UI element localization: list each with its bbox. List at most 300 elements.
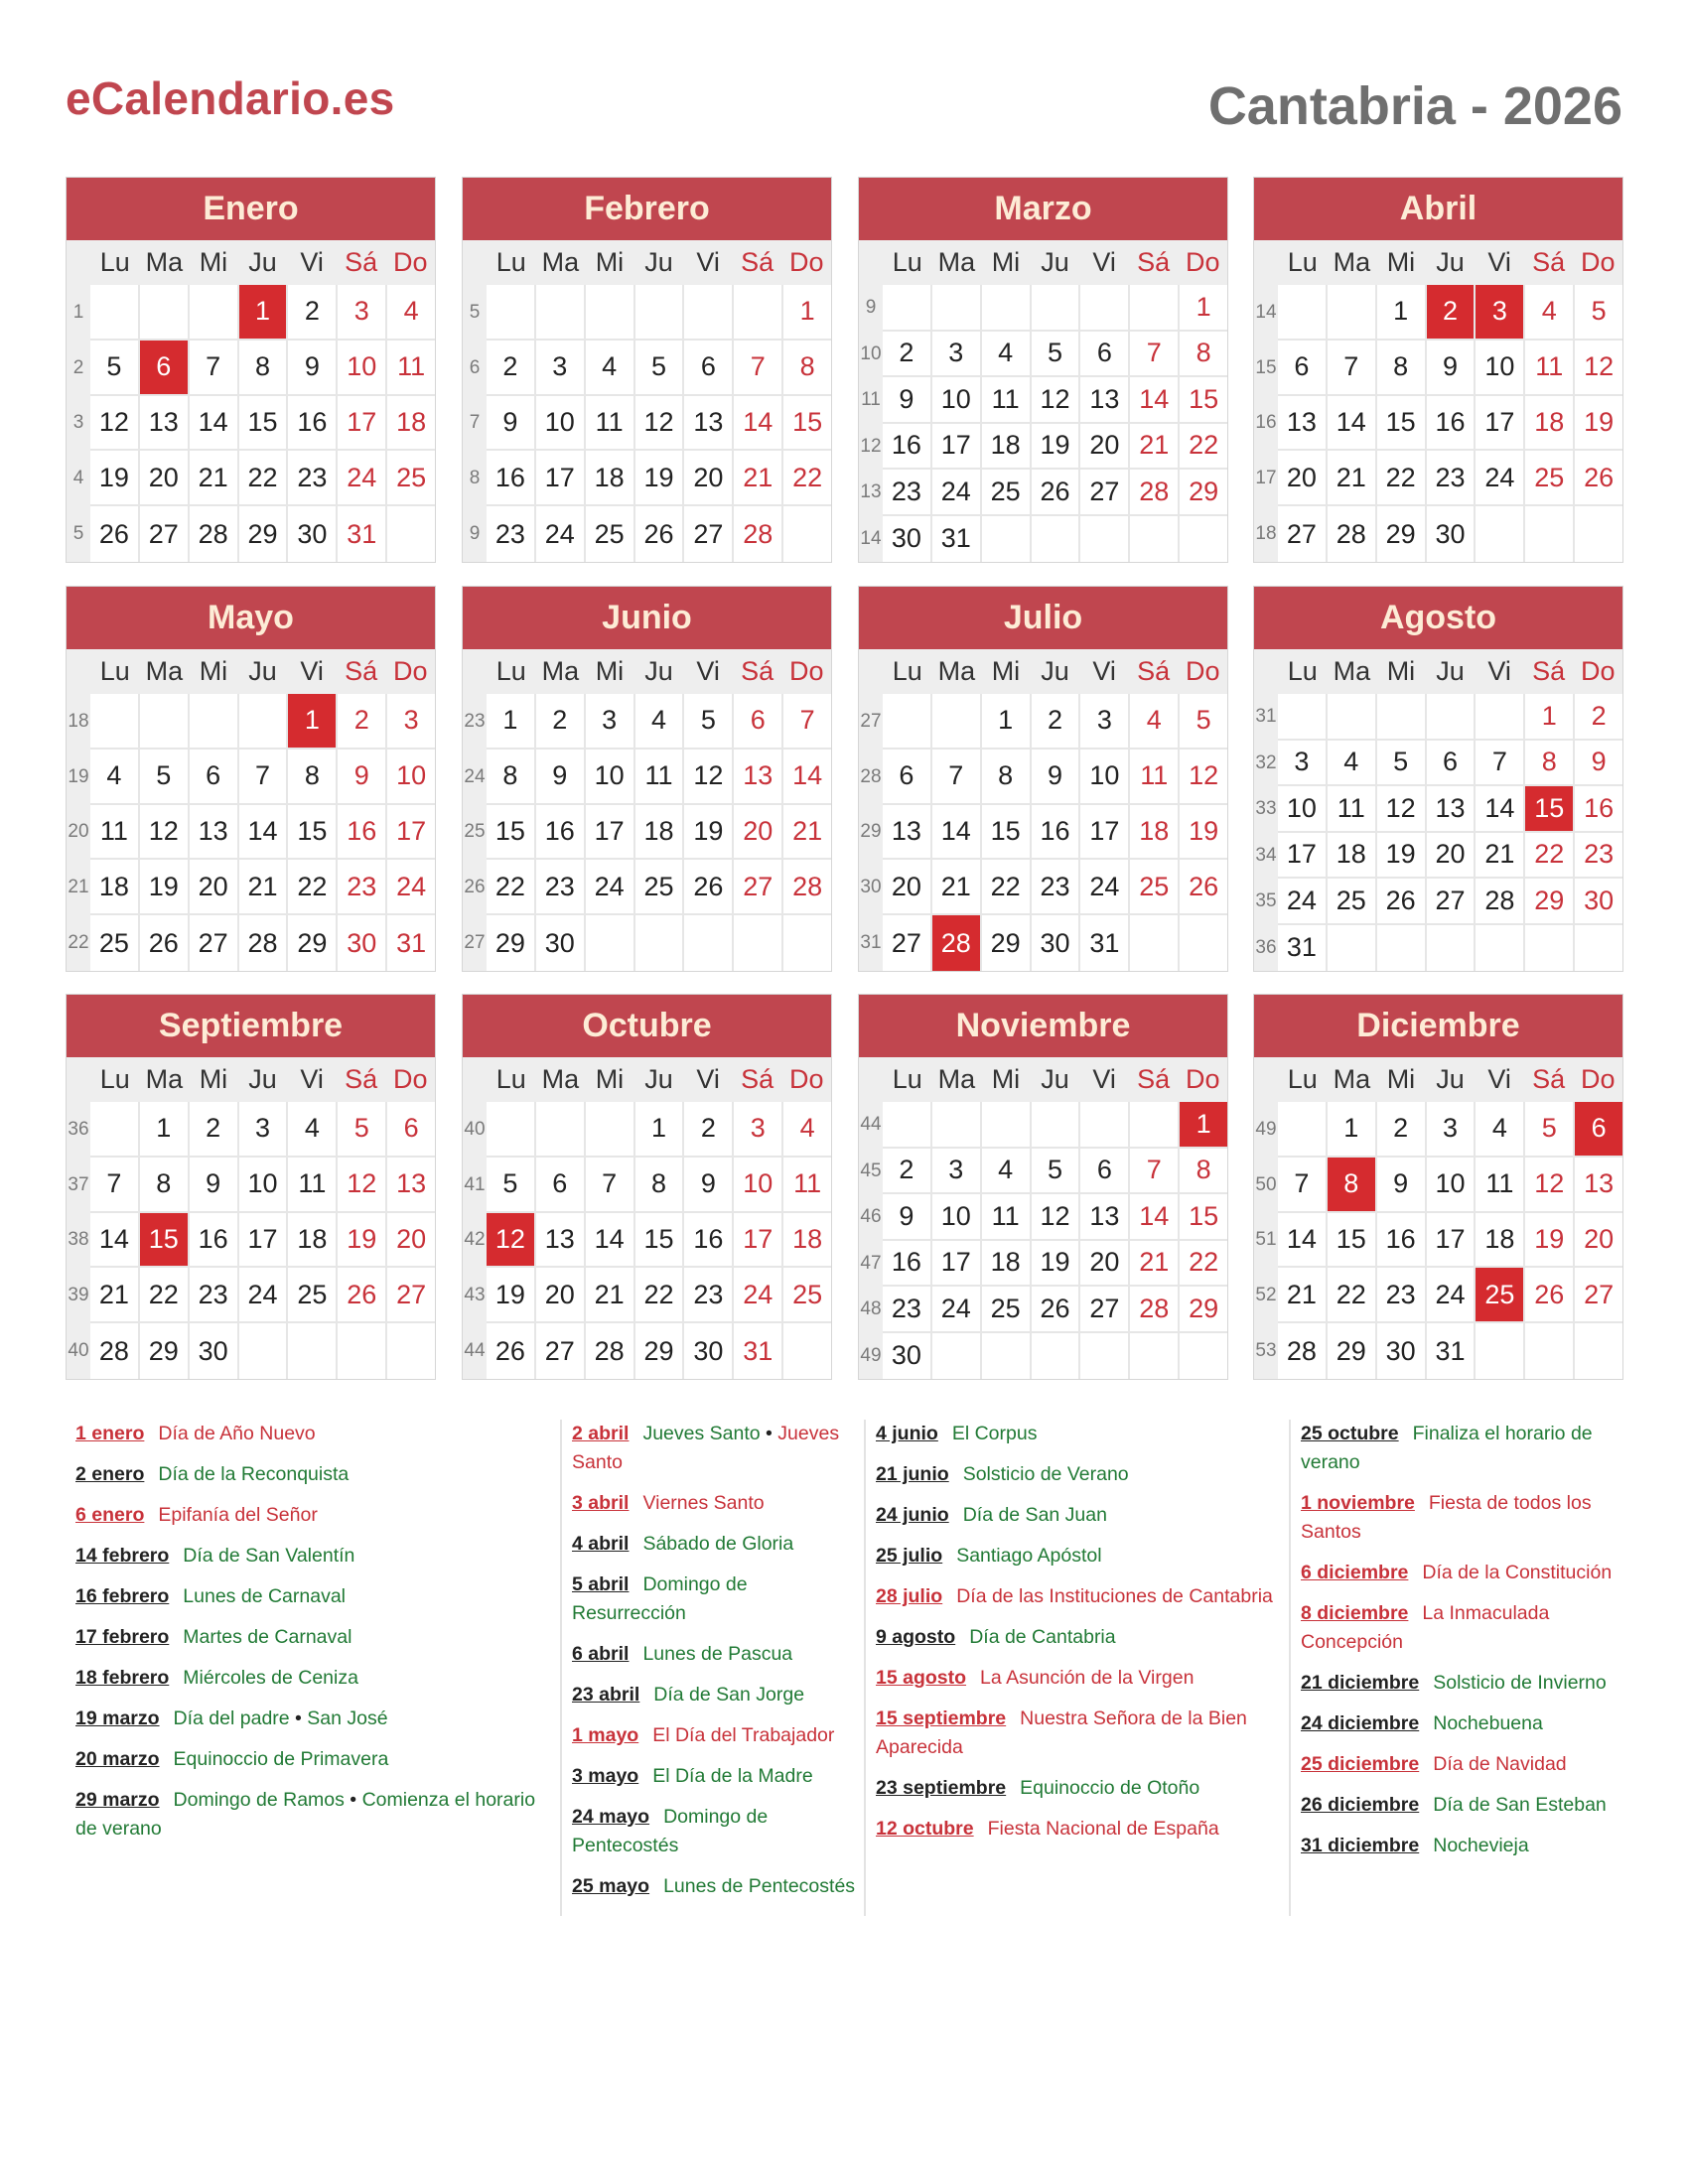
day-cell[interactable]: 19 <box>1377 833 1427 880</box>
holiday-date[interactable]: 15 agosto <box>876 1667 967 1689</box>
day-cell[interactable]: 18 <box>288 1213 338 1269</box>
day-cell[interactable]: 20 <box>1278 451 1328 506</box>
day-cell[interactable]: 11 <box>1328 786 1377 833</box>
day-cell[interactable]: 22 <box>140 1268 190 1323</box>
day-cell[interactable]: 12 <box>1525 1158 1575 1213</box>
day-cell[interactable]: 22 <box>1377 451 1427 506</box>
day-cell[interactable]: 31 <box>338 506 387 562</box>
day-cell[interactable]: 14 <box>190 396 239 452</box>
day-cell[interactable]: 24 <box>239 1268 289 1323</box>
day-cell[interactable]: 14 <box>90 1213 140 1269</box>
day-cell[interactable]: 19 <box>1032 424 1081 471</box>
day-cell[interactable]: 3 <box>338 285 387 341</box>
holiday-date[interactable]: 31 diciembre <box>1301 1835 1420 1856</box>
day-cell[interactable]: 5 <box>1032 332 1081 378</box>
day-cell[interactable]: 21 <box>1130 424 1180 471</box>
day-cell[interactable]: 22 <box>1180 1241 1227 1288</box>
day-cell[interactable]: 21 <box>190 451 239 506</box>
day-cell[interactable]: 2 <box>883 332 932 378</box>
holiday-day-cell[interactable]: 12 <box>487 1213 536 1269</box>
day-cell[interactable]: 12 <box>90 396 140 452</box>
holiday-date[interactable]: 3 mayo <box>572 1765 639 1787</box>
holiday-date[interactable]: 28 julio <box>876 1585 943 1607</box>
day-cell[interactable]: 24 <box>586 860 635 915</box>
day-cell[interactable]: 31 <box>1278 925 1328 972</box>
day-cell[interactable]: 14 <box>783 750 831 805</box>
day-cell[interactable]: 20 <box>883 860 932 915</box>
day-cell[interactable]: 18 <box>387 396 435 452</box>
day-cell[interactable]: 26 <box>90 506 140 562</box>
day-cell[interactable]: 20 <box>1080 1241 1130 1288</box>
day-cell[interactable]: 30 <box>190 1323 239 1379</box>
day-cell[interactable]: 5 <box>338 1102 387 1158</box>
day-cell[interactable]: 24 <box>536 506 586 562</box>
day-cell[interactable]: 1 <box>982 694 1032 750</box>
day-cell[interactable]: 1 <box>1377 285 1427 341</box>
holiday-date[interactable]: 25 diciembre <box>1301 1753 1420 1775</box>
day-cell[interactable]: 12 <box>1377 786 1427 833</box>
day-cell[interactable]: 18 <box>1130 805 1180 861</box>
day-cell[interactable]: 10 <box>932 1194 982 1241</box>
day-cell[interactable]: 25 <box>1328 879 1377 925</box>
day-cell[interactable]: 9 <box>338 750 387 805</box>
day-cell[interactable]: 27 <box>883 915 932 971</box>
day-cell[interactable]: 15 <box>783 396 831 452</box>
day-cell[interactable]: 6 <box>1080 1149 1130 1195</box>
day-cell[interactable]: 10 <box>536 396 586 452</box>
day-cell[interactable]: 28 <box>239 915 289 971</box>
day-cell[interactable]: 28 <box>1130 470 1180 516</box>
day-cell[interactable]: 9 <box>536 750 586 805</box>
holiday-day-cell[interactable]: 1 <box>1180 1102 1227 1149</box>
day-cell[interactable]: 20 <box>190 860 239 915</box>
day-cell[interactable]: 26 <box>1525 1268 1575 1323</box>
holiday-date[interactable]: 1 enero <box>75 1423 145 1444</box>
day-cell[interactable]: 15 <box>1328 1213 1377 1269</box>
day-cell[interactable]: 4 <box>1328 741 1377 787</box>
day-cell[interactable]: 21 <box>586 1268 635 1323</box>
day-cell[interactable]: 2 <box>190 1102 239 1158</box>
day-cell[interactable]: 7 <box>1328 341 1377 396</box>
day-cell[interactable]: 12 <box>635 396 685 452</box>
day-cell[interactable]: 29 <box>288 915 338 971</box>
day-cell[interactable]: 15 <box>982 805 1032 861</box>
day-cell[interactable]: 14 <box>1130 1194 1180 1241</box>
day-cell[interactable]: 26 <box>1575 451 1622 506</box>
day-cell[interactable]: 1 <box>783 285 831 341</box>
day-cell[interactable]: 7 <box>734 341 783 396</box>
day-cell[interactable]: 27 <box>734 860 783 915</box>
day-cell[interactable]: 26 <box>635 506 685 562</box>
day-cell[interactable]: 28 <box>1130 1287 1180 1333</box>
day-cell[interactable]: 21 <box>932 860 982 915</box>
day-cell[interactable]: 3 <box>387 694 435 750</box>
day-cell[interactable]: 7 <box>932 750 982 805</box>
day-cell[interactable]: 14 <box>1328 396 1377 452</box>
day-cell[interactable]: 22 <box>1180 424 1227 471</box>
day-cell[interactable]: 13 <box>387 1158 435 1213</box>
day-cell[interactable]: 23 <box>883 1287 932 1333</box>
day-cell[interactable]: 1 <box>635 1102 685 1158</box>
day-cell[interactable]: 20 <box>1427 833 1477 880</box>
day-cell[interactable]: 3 <box>932 1149 982 1195</box>
day-cell[interactable]: 30 <box>1377 1323 1427 1379</box>
day-cell[interactable]: 23 <box>1427 451 1477 506</box>
day-cell[interactable]: 22 <box>1525 833 1575 880</box>
holiday-date[interactable]: 25 julio <box>876 1545 943 1567</box>
day-cell[interactable]: 22 <box>1328 1268 1377 1323</box>
day-cell[interactable]: 23 <box>536 860 586 915</box>
day-cell[interactable]: 17 <box>1278 833 1328 880</box>
day-cell[interactable]: 14 <box>239 805 289 861</box>
day-cell[interactable]: 10 <box>1278 786 1328 833</box>
day-cell[interactable]: 21 <box>239 860 289 915</box>
day-cell[interactable]: 22 <box>239 451 289 506</box>
day-cell[interactable]: 12 <box>1032 377 1081 424</box>
day-cell[interactable]: 1 <box>1328 1102 1377 1158</box>
day-cell[interactable]: 23 <box>1032 860 1081 915</box>
day-cell[interactable]: 19 <box>1575 396 1622 452</box>
holiday-day-cell[interactable]: 6 <box>140 341 190 396</box>
day-cell[interactable]: 20 <box>387 1213 435 1269</box>
day-cell[interactable]: 22 <box>783 451 831 506</box>
day-cell[interactable]: 5 <box>90 341 140 396</box>
holiday-date[interactable]: 1 mayo <box>572 1724 639 1746</box>
day-cell[interactable]: 24 <box>1476 451 1525 506</box>
day-cell[interactable]: 9 <box>190 1158 239 1213</box>
day-cell[interactable]: 24 <box>387 860 435 915</box>
day-cell[interactable]: 5 <box>1377 741 1427 787</box>
day-cell[interactable]: 6 <box>1427 741 1477 787</box>
day-cell[interactable]: 20 <box>684 451 734 506</box>
day-cell[interactable]: 13 <box>1575 1158 1622 1213</box>
day-cell[interactable]: 6 <box>536 1158 586 1213</box>
day-cell[interactable]: 1 <box>140 1102 190 1158</box>
day-cell[interactable]: 17 <box>387 805 435 861</box>
day-cell[interactable]: 5 <box>1525 1102 1575 1158</box>
day-cell[interactable]: 9 <box>1032 750 1081 805</box>
day-cell[interactable]: 12 <box>1575 341 1622 396</box>
day-cell[interactable]: 25 <box>1130 860 1180 915</box>
day-cell[interactable]: 14 <box>1130 377 1180 424</box>
day-cell[interactable]: 25 <box>90 915 140 971</box>
day-cell[interactable]: 9 <box>684 1158 734 1213</box>
day-cell[interactable]: 27 <box>140 506 190 562</box>
day-cell[interactable]: 12 <box>1032 1194 1081 1241</box>
holiday-day-cell[interactable]: 1 <box>239 285 289 341</box>
day-cell[interactable]: 22 <box>288 860 338 915</box>
day-cell[interactable]: 20 <box>140 451 190 506</box>
day-cell[interactable]: 30 <box>536 915 586 971</box>
day-cell[interactable]: 9 <box>1427 341 1477 396</box>
day-cell[interactable]: 23 <box>883 470 932 516</box>
day-cell[interactable]: 16 <box>883 1241 932 1288</box>
day-cell[interactable]: 30 <box>883 1333 932 1380</box>
day-cell[interactable]: 11 <box>982 377 1032 424</box>
day-cell[interactable]: 28 <box>783 860 831 915</box>
day-cell[interactable]: 2 <box>1377 1102 1427 1158</box>
holiday-date[interactable]: 24 junio <box>876 1504 949 1526</box>
day-cell[interactable]: 6 <box>684 341 734 396</box>
day-cell[interactable]: 4 <box>586 341 635 396</box>
day-cell[interactable]: 18 <box>635 805 685 861</box>
holiday-date[interactable]: 8 diciembre <box>1301 1602 1409 1624</box>
day-cell[interactable]: 16 <box>684 1213 734 1269</box>
day-cell[interactable]: 19 <box>90 451 140 506</box>
day-cell[interactable]: 4 <box>635 694 685 750</box>
day-cell[interactable]: 9 <box>288 341 338 396</box>
holiday-day-cell[interactable]: 1 <box>288 694 338 750</box>
day-cell[interactable]: 4 <box>387 285 435 341</box>
day-cell[interactable]: 3 <box>586 694 635 750</box>
holiday-date[interactable]: 4 junio <box>876 1423 938 1444</box>
day-cell[interactable]: 4 <box>288 1102 338 1158</box>
day-cell[interactable]: 18 <box>90 860 140 915</box>
holiday-day-cell[interactable]: 2 <box>1427 285 1477 341</box>
day-cell[interactable]: 28 <box>586 1323 635 1379</box>
day-cell[interactable]: 30 <box>338 915 387 971</box>
day-cell[interactable]: 11 <box>1525 341 1575 396</box>
day-cell[interactable]: 15 <box>635 1213 685 1269</box>
day-cell[interactable]: 4 <box>1476 1102 1525 1158</box>
day-cell[interactable]: 4 <box>90 750 140 805</box>
day-cell[interactable]: 5 <box>1575 285 1622 341</box>
day-cell[interactable]: 14 <box>734 396 783 452</box>
day-cell[interactable]: 6 <box>190 750 239 805</box>
day-cell[interactable]: 14 <box>932 805 982 861</box>
day-cell[interactable]: 29 <box>1377 506 1427 562</box>
day-cell[interactable]: 15 <box>487 805 536 861</box>
day-cell[interactable]: 22 <box>635 1268 685 1323</box>
day-cell[interactable]: 6 <box>883 750 932 805</box>
holiday-day-cell[interactable]: 8 <box>1328 1158 1377 1213</box>
day-cell[interactable]: 17 <box>1476 396 1525 452</box>
day-cell[interactable]: 4 <box>1130 694 1180 750</box>
holiday-day-cell[interactable]: 25 <box>1476 1268 1525 1323</box>
day-cell[interactable]: 26 <box>1032 1287 1081 1333</box>
day-cell[interactable]: 4 <box>982 332 1032 378</box>
day-cell[interactable]: 18 <box>1525 396 1575 452</box>
day-cell[interactable]: 31 <box>1080 915 1130 971</box>
day-cell[interactable]: 25 <box>783 1268 831 1323</box>
day-cell[interactable]: 29 <box>1180 1287 1227 1333</box>
day-cell[interactable]: 16 <box>536 805 586 861</box>
day-cell[interactable]: 13 <box>140 396 190 452</box>
day-cell[interactable]: 8 <box>239 341 289 396</box>
day-cell[interactable]: 11 <box>635 750 685 805</box>
day-cell[interactable]: 17 <box>1427 1213 1477 1269</box>
day-cell[interactable]: 28 <box>734 506 783 562</box>
day-cell[interactable]: 9 <box>883 1194 932 1241</box>
day-cell[interactable]: 2 <box>1575 694 1622 741</box>
day-cell[interactable]: 25 <box>635 860 685 915</box>
day-cell[interactable]: 13 <box>1278 396 1328 452</box>
day-cell[interactable]: 24 <box>932 1287 982 1333</box>
day-cell[interactable]: 18 <box>783 1213 831 1269</box>
day-cell[interactable]: 10 <box>387 750 435 805</box>
day-cell[interactable]: 23 <box>1377 1268 1427 1323</box>
day-cell[interactable]: 31 <box>396 927 427 958</box>
holiday-date[interactable]: 5 abril <box>572 1573 630 1595</box>
holiday-date[interactable]: 18 febrero <box>75 1667 170 1689</box>
day-cell[interactable]: 23 <box>487 506 536 562</box>
holiday-date[interactable]: 20 marzo <box>75 1748 160 1770</box>
holiday-date[interactable]: 29 marzo <box>75 1789 160 1811</box>
day-cell[interactable]: 27 <box>1278 506 1328 562</box>
holiday-day-cell[interactable]: 28 <box>932 915 982 971</box>
holiday-date[interactable]: 24 mayo <box>572 1806 650 1828</box>
day-cell[interactable]: 30 <box>1032 915 1081 971</box>
day-cell[interactable]: 15 <box>239 396 289 452</box>
day-cell[interactable]: 3 <box>734 1102 783 1158</box>
day-cell[interactable]: 11 <box>783 1158 831 1213</box>
holiday-day-cell[interactable]: 6 <box>1575 1102 1622 1158</box>
holiday-date[interactable]: 17 febrero <box>75 1626 170 1648</box>
day-cell[interactable]: 8 <box>1180 1149 1227 1195</box>
day-cell[interactable]: 13 <box>190 805 239 861</box>
day-cell[interactable]: 10 <box>586 750 635 805</box>
holiday-date[interactable]: 9 agosto <box>876 1626 956 1648</box>
day-cell[interactable]: 11 <box>387 341 435 396</box>
day-cell[interactable]: 29 <box>1180 470 1227 516</box>
day-cell[interactable]: 8 <box>140 1158 190 1213</box>
day-cell[interactable]: 28 <box>190 506 239 562</box>
day-cell[interactable]: 29 <box>487 915 536 971</box>
day-cell[interactable]: 15 <box>1180 377 1227 424</box>
day-cell[interactable]: 29 <box>1525 879 1575 925</box>
holiday-date[interactable]: 25 octubre <box>1301 1423 1399 1444</box>
day-cell[interactable]: 25 <box>982 1287 1032 1333</box>
day-cell[interactable]: 2 <box>487 341 536 396</box>
day-cell[interactable]: 31 <box>1427 1323 1477 1379</box>
day-cell[interactable]: 24 <box>734 1268 783 1323</box>
day-cell[interactable]: 19 <box>1525 1213 1575 1269</box>
day-cell[interactable]: 5 <box>635 341 685 396</box>
day-cell[interactable]: 6 <box>734 694 783 750</box>
day-cell[interactable]: 16 <box>1377 1213 1427 1269</box>
day-cell[interactable]: 9 <box>883 377 932 424</box>
day-cell[interactable]: 16 <box>883 424 932 471</box>
day-cell[interactable]: 12 <box>684 750 734 805</box>
day-cell[interactable]: 27 <box>536 1323 586 1379</box>
holiday-date[interactable]: 4 abril <box>572 1533 630 1555</box>
day-cell[interactable]: 7 <box>1130 332 1180 378</box>
day-cell[interactable]: 29 <box>982 915 1032 971</box>
day-cell[interactable]: 13 <box>684 396 734 452</box>
holiday-date[interactable]: 2 enero <box>75 1463 145 1485</box>
day-cell[interactable]: 6 <box>1080 332 1130 378</box>
holiday-date[interactable]: 21 diciembre <box>1301 1672 1420 1694</box>
day-cell[interactable]: 21 <box>90 1268 140 1323</box>
day-cell[interactable]: 5 <box>487 1158 536 1213</box>
holiday-date[interactable]: 25 mayo <box>572 1875 650 1897</box>
day-cell[interactable]: 1 <box>1180 285 1227 332</box>
day-cell[interactable]: 16 <box>1032 805 1081 861</box>
day-cell[interactable]: 25 <box>586 506 635 562</box>
day-cell[interactable]: 14 <box>1278 1213 1328 1269</box>
day-cell[interactable]: 3 <box>932 332 982 378</box>
day-cell[interactable]: 10 <box>734 1158 783 1213</box>
day-cell[interactable]: 29 <box>239 506 289 562</box>
day-cell[interactable]: 30 <box>1575 879 1622 925</box>
day-cell[interactable]: 14 <box>1476 786 1525 833</box>
day-cell[interactable]: 21 <box>1130 1241 1180 1288</box>
holiday-date[interactable]: 19 marzo <box>75 1707 160 1729</box>
day-cell[interactable]: 15 <box>288 805 338 861</box>
holiday-date[interactable]: 2 abril <box>572 1423 630 1444</box>
day-cell[interactable]: 5 <box>140 750 190 805</box>
day-cell[interactable]: 26 <box>140 915 190 971</box>
day-cell[interactable]: 31 <box>932 516 982 563</box>
holiday-date[interactable]: 24 diciembre <box>1301 1712 1420 1734</box>
holiday-date[interactable]: 23 abril <box>572 1684 640 1706</box>
day-cell[interactable]: 26 <box>1032 470 1081 516</box>
day-cell[interactable]: 12 <box>140 805 190 861</box>
day-cell[interactable]: 7 <box>1476 741 1525 787</box>
holiday-date[interactable]: 6 abril <box>572 1643 630 1665</box>
day-cell[interactable]: 8 <box>982 750 1032 805</box>
day-cell[interactable]: 17 <box>536 451 586 506</box>
day-cell[interactable]: 11 <box>586 396 635 452</box>
day-cell[interactable]: 8 <box>1180 332 1227 378</box>
day-cell[interactable]: 28 <box>90 1323 140 1379</box>
day-cell[interactable]: 24 <box>1278 879 1328 925</box>
day-cell[interactable]: 23 <box>1575 833 1622 880</box>
day-cell[interactable]: 10 <box>932 377 982 424</box>
day-cell[interactable]: 21 <box>783 805 831 861</box>
day-cell[interactable]: 3 <box>1278 741 1328 787</box>
day-cell[interactable]: 19 <box>684 805 734 861</box>
day-cell[interactable]: 25 <box>387 451 435 506</box>
day-cell[interactable]: 7 <box>1130 1149 1180 1195</box>
day-cell[interactable]: 20 <box>536 1268 586 1323</box>
day-cell[interactable]: 20 <box>734 805 783 861</box>
day-cell[interactable]: 4 <box>1525 285 1575 341</box>
day-cell[interactable]: 23 <box>190 1268 239 1323</box>
day-cell[interactable]: 19 <box>338 1213 387 1269</box>
holiday-day-cell[interactable]: 15 <box>140 1213 190 1269</box>
day-cell[interactable]: 23 <box>288 451 338 506</box>
day-cell[interactable]: 26 <box>487 1323 536 1379</box>
day-cell[interactable]: 19 <box>487 1268 536 1323</box>
day-cell[interactable]: 13 <box>1427 786 1477 833</box>
day-cell[interactable]: 21 <box>1278 1268 1328 1323</box>
day-cell[interactable]: 19 <box>635 451 685 506</box>
day-cell[interactable]: 11 <box>1130 750 1180 805</box>
day-cell[interactable]: 28 <box>1328 506 1377 562</box>
day-cell[interactable]: 10 <box>239 1158 289 1213</box>
day-cell[interactable]: 8 <box>635 1158 685 1213</box>
day-cell[interactable]: 17 <box>932 1241 982 1288</box>
holiday-date[interactable]: 3 abril <box>572 1492 630 1514</box>
holiday-date[interactable]: 21 junio <box>876 1463 949 1485</box>
day-cell[interactable]: 8 <box>487 750 536 805</box>
day-cell[interactable]: 30 <box>288 506 338 562</box>
holiday-date[interactable]: 23 septiembre <box>876 1777 1007 1799</box>
day-cell[interactable]: 24 <box>338 451 387 506</box>
day-cell[interactable]: 29 <box>635 1323 685 1379</box>
holiday-date[interactable]: 14 febrero <box>75 1545 170 1567</box>
day-cell[interactable]: 8 <box>783 341 831 396</box>
day-cell[interactable]: 7 <box>90 1158 140 1213</box>
holiday-date[interactable]: 1 noviembre <box>1301 1492 1415 1514</box>
day-cell[interactable]: 22 <box>982 860 1032 915</box>
day-cell[interactable]: 2 <box>536 694 586 750</box>
day-cell[interactable]: 19 <box>1032 1241 1081 1288</box>
day-cell[interactable]: 17 <box>932 424 982 471</box>
day-cell[interactable]: 14 <box>586 1213 635 1269</box>
holiday-date[interactable]: 6 diciembre <box>1301 1562 1409 1583</box>
